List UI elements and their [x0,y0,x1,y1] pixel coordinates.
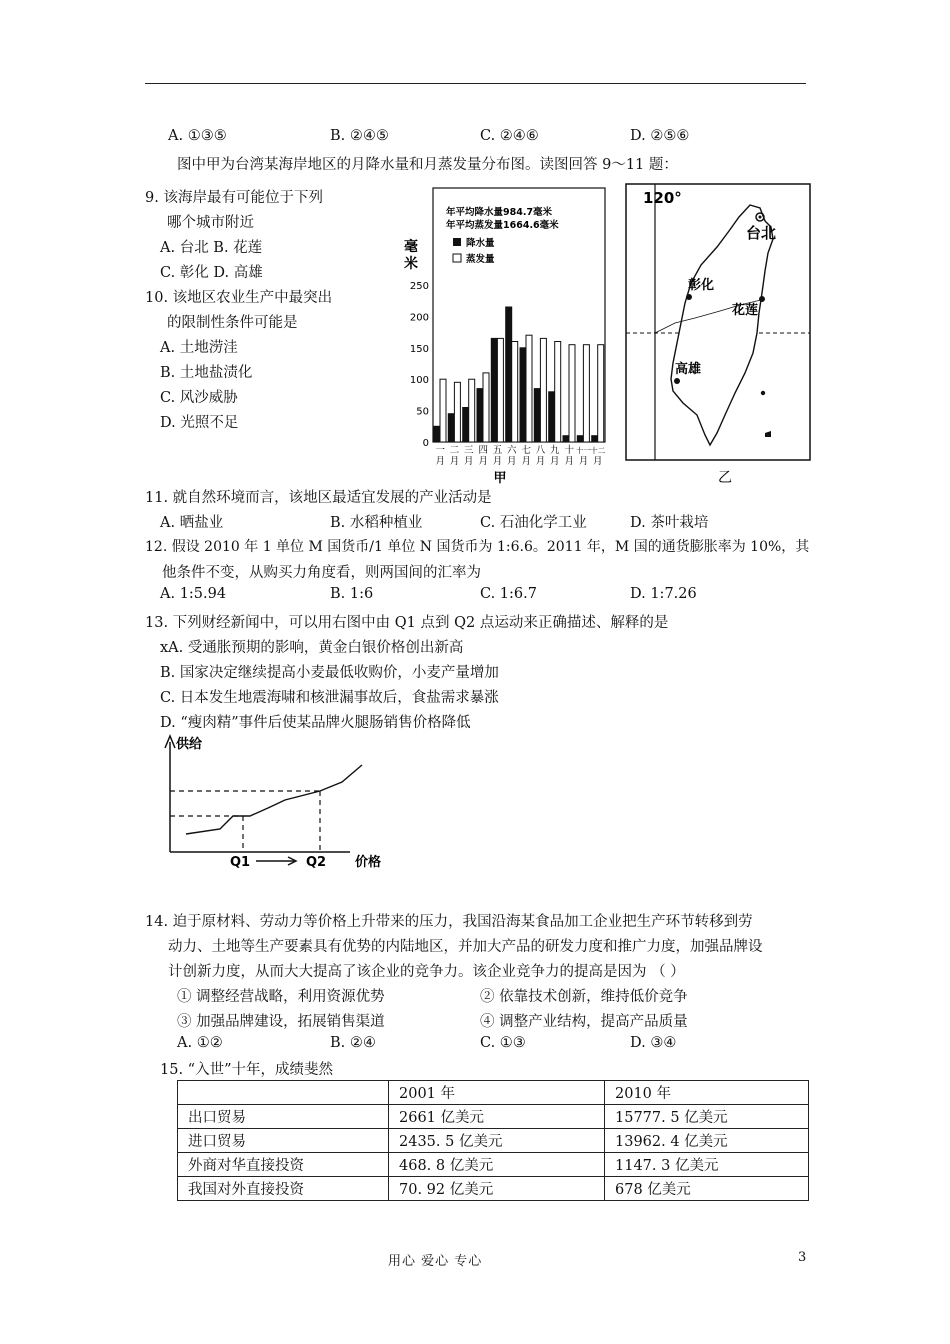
bar-precip-4 [477,389,483,442]
bar-evap-1 [440,379,446,442]
bar-precip-3 [463,408,469,443]
x-tick-label: 十二 [590,446,606,455]
map-longitude: 120° [643,189,682,207]
q14-stem-2: 动力、土地等生产要素具有优势的内陆地区，并加大产品的研发力度和推广力度，加强品牌设 [168,939,763,955]
q14-item-4: ④ 调整产业结构，提高产品质量 [480,1014,688,1030]
y-tick-label: 0 [422,438,429,449]
table-cell: 出口贸易 [178,1105,389,1129]
table-cell: 70. 92 亿美元 [389,1177,605,1201]
q11-option-a: A. 晒盐业 [160,515,224,531]
q2-label: Q2 [306,855,327,870]
q13-stem: 13. 下列财经新闻中，可以用右图中由 Q1 点到 Q2 点运动来正确描述、解释的是 [145,615,669,631]
x-tick-label: 月 [564,456,574,467]
bar-precip-12 [592,436,598,442]
x-tick-label: 九 [550,445,560,456]
x-tick-label: 月 [507,456,517,467]
q14-option-a: A. ①② [177,1035,223,1051]
bar-precip-7 [520,348,526,442]
q14-option-b: B. ②④ [330,1035,376,1051]
x-tick-label: 一 [435,445,445,456]
table-row [178,1153,809,1177]
taipei-dot-center [759,216,762,219]
bar-precip-8 [534,389,540,442]
bar-precip-11 [577,436,583,442]
chart-annual-precip: 年平均降水量984.7毫米 [446,207,553,218]
supply-y-label: 供给 [176,737,203,752]
supply-x-label: 价格 [355,855,382,870]
x-tick-label: 月 [578,456,589,467]
bar-evap-7 [526,335,532,442]
q9-options-2: C. 彰化 D. 高雄 [160,265,263,281]
rain-evap-chart [400,185,615,485]
x-tick-label: 月 [449,456,460,467]
x-tick-label: 八 [535,445,546,456]
q10-stem-1: 10. 该地区农业生产中最突出 [145,290,333,306]
x-tick-label: 月 [521,456,531,467]
q14-item-2: ② 依靠技术创新，维持低价竞争 [480,989,688,1005]
q12-option-d: D. 1:7.26 [630,586,697,602]
table-row [178,1105,809,1129]
q8-option-a: A. ①③⑤ [168,128,227,144]
footer-motto: 用心 爱心 专心 [388,1254,483,1269]
q1-label: Q1 [230,855,251,870]
bar-evap-9 [555,342,561,443]
bar-evap-6 [512,342,518,443]
q13-option-c: C. 日本发生地震海啸和核泄漏事故后，食盐需求暴涨 [160,690,499,706]
q10-option-b: B. 土地盐渍化 [160,365,253,381]
table-cell: 2661 亿美元 [389,1105,605,1129]
table-cell: 2435. 5 亿美元 [389,1129,605,1153]
legend-precip-swatch [453,238,461,246]
bar-precip-1 [434,426,440,442]
q14-item-3: ③ 加强品牌建设，拓展销售渠道 [177,1014,385,1030]
table-cell: 2010 年 [605,1081,809,1105]
q10-stem-2: 的限制性条件可能是 [167,315,298,331]
q13-option-b: B. 国家决定继续提高小麦最低收购价，小麦产量增加 [160,665,499,681]
y-tick-label: 250 [409,281,429,292]
q12-stem-2: 他条件不变，从购买力角度看，则两国间的汇率为 [162,565,481,581]
y-axis-label-2: 米 [404,256,418,272]
city-kaohsiung: 高雄 [675,362,702,377]
x-tick-label: 月 [550,456,560,467]
table-cell: 468. 8 亿美元 [389,1153,605,1177]
table-row [178,1129,809,1153]
bar-precip-2 [448,414,454,442]
x-tick-label: 四 [478,445,488,456]
bar-evap-3 [469,379,475,442]
table-header-row [178,1081,809,1105]
q14-stem-1: 14. 迫于原材料、劳动力等价格上升带来的压力，我国沿海某食品加工企业把生产环节转移到劳 [145,914,753,930]
table-cell: 678 亿美元 [605,1177,809,1201]
table-cell [178,1081,389,1105]
bar-evap-10 [569,345,575,442]
q14-option-c: C. ①③ [480,1035,526,1051]
bar-evap-2 [454,382,460,442]
chart-caption: 甲 [493,471,507,485]
supply-chart [150,732,400,872]
table-row [178,1177,809,1201]
bar-precip-10 [563,436,569,442]
x-tick-label: 十 [564,445,574,456]
q11-option-b: B. 水稻种植业 [330,515,423,531]
x-tick-label: 三 [464,445,474,456]
intro-9-11: 图中甲为台湾某海岸地区的月降水量和月蒸发量分布图。读图回答 9～11 题： [177,157,678,173]
q10-option-d: D. 光照不足 [160,415,239,431]
table-cell: 进口贸易 [178,1129,389,1153]
legend-evap-swatch [453,254,461,262]
q12-stem-1: 12. 假设 2010 年 1 单位 M 国货币/1 单位 N 国货币为 1:6.6。2011 年，M 国的通货膨胀率为 10%，其 [145,539,810,555]
q9-options-1: A. 台北 B. 花莲 [160,240,263,256]
q13-option-a: xA. 受通胀预期的影响，黄金白银价格创出新高 [160,640,464,656]
table-cell: 2001 年 [389,1081,605,1105]
map-caption: 乙 [718,470,732,486]
q15-stem: 15. “入世”十年，成绩斐然 [160,1062,333,1078]
x-tick-label: 二 [449,445,460,456]
x-tick-label: 月 [535,456,546,467]
hualien-dot [759,296,765,302]
q8-option-d: D. ②⑤⑥ [630,128,690,144]
x-tick-label: 月 [478,456,488,467]
table-cell: 外商对华直接投资 [178,1153,389,1177]
table-cell: 15777. 5 亿美元 [605,1105,809,1129]
bar-evap-11 [583,345,589,442]
x-tick-label: 十一 [576,446,591,455]
table-cell: 13962. 4 亿美元 [605,1129,809,1153]
page-number: 3 [798,1250,807,1265]
y-tick-label: 150 [409,343,429,355]
bar-precip-5 [491,338,497,442]
kaohsiung-dot [674,378,680,384]
changhua-dot [686,294,692,300]
q8-option-b: B. ②④⑤ [330,128,389,144]
q9-stem-1: 9. 该海岸最有可能位于下列 [145,190,323,206]
bar-evap-8 [540,338,546,442]
q15-table [177,1080,809,1201]
legend-precip-label: 降水量 [466,238,495,249]
bar-evap-5 [497,338,503,442]
bar-evap-4 [483,373,489,442]
q11-option-d: D. 茶叶栽培 [630,515,709,531]
y-tick-label: 50 [416,406,429,418]
q12-option-b: B. 1:6 [330,586,374,602]
q12-option-a: A. 1:5.94 [160,586,227,602]
green-island [761,391,765,395]
x-tick-label: 五 [492,445,503,456]
legend-evap-label: 蒸发量 [466,254,495,265]
supply-curve [186,765,362,834]
taiwan-map [625,183,811,493]
q14-item-1: ① 调整经营战略，利用资源优势 [177,989,385,1005]
q11-stem: 11. 就自然环境而言，该地区最适宜发展的产业活动是 [145,490,492,506]
q14-stem-3: 计创新力度，从而大大提高了该企业的竞争力。该企业竞争力的提高是因为 （ ） [168,964,685,980]
chart-annual-evap: 年平均蒸发量1664.6毫米 [446,220,559,231]
city-taipei: 台北 [746,224,777,242]
city-changhua: 彰化 [688,278,715,293]
q13-option-d: D. “瘦肉精”事件后使某品牌火腿肠销售价格降低 [160,715,471,731]
x-tick-label: 七 [521,445,531,456]
x-tick-label: 月 [593,456,603,467]
q12-option-c: C. 1:6.7 [480,586,537,602]
q9-stem-2: 哪个城市附近 [167,215,254,231]
q11-option-c: C. 石油化学工业 [480,515,587,531]
bar-precip-9 [549,392,555,442]
x-tick-label: 六 [507,445,517,456]
y-axis-label-1: 毫 [404,239,418,255]
y-tick-label: 200 [409,312,429,324]
bar-evap-12 [598,345,604,442]
header-rule [145,83,806,84]
bar-precip-6 [506,307,512,442]
x-tick-label: 月 [464,456,474,467]
x-tick-label: 月 [435,456,445,467]
q14-option-d: D. ③④ [630,1035,677,1051]
q10-option-a: A. 土地涝洼 [160,340,238,356]
y-tick-label: 100 [409,375,429,387]
city-hualien: 花莲 [732,303,759,318]
q8-option-c: C. ②④⑥ [480,128,539,144]
x-tick-label: 月 [492,456,503,467]
table-cell: 1147. 3 亿美元 [605,1153,809,1177]
q10-option-c: C. 风沙威胁 [160,390,238,406]
table-cell: 我国对外直接投资 [178,1177,389,1201]
